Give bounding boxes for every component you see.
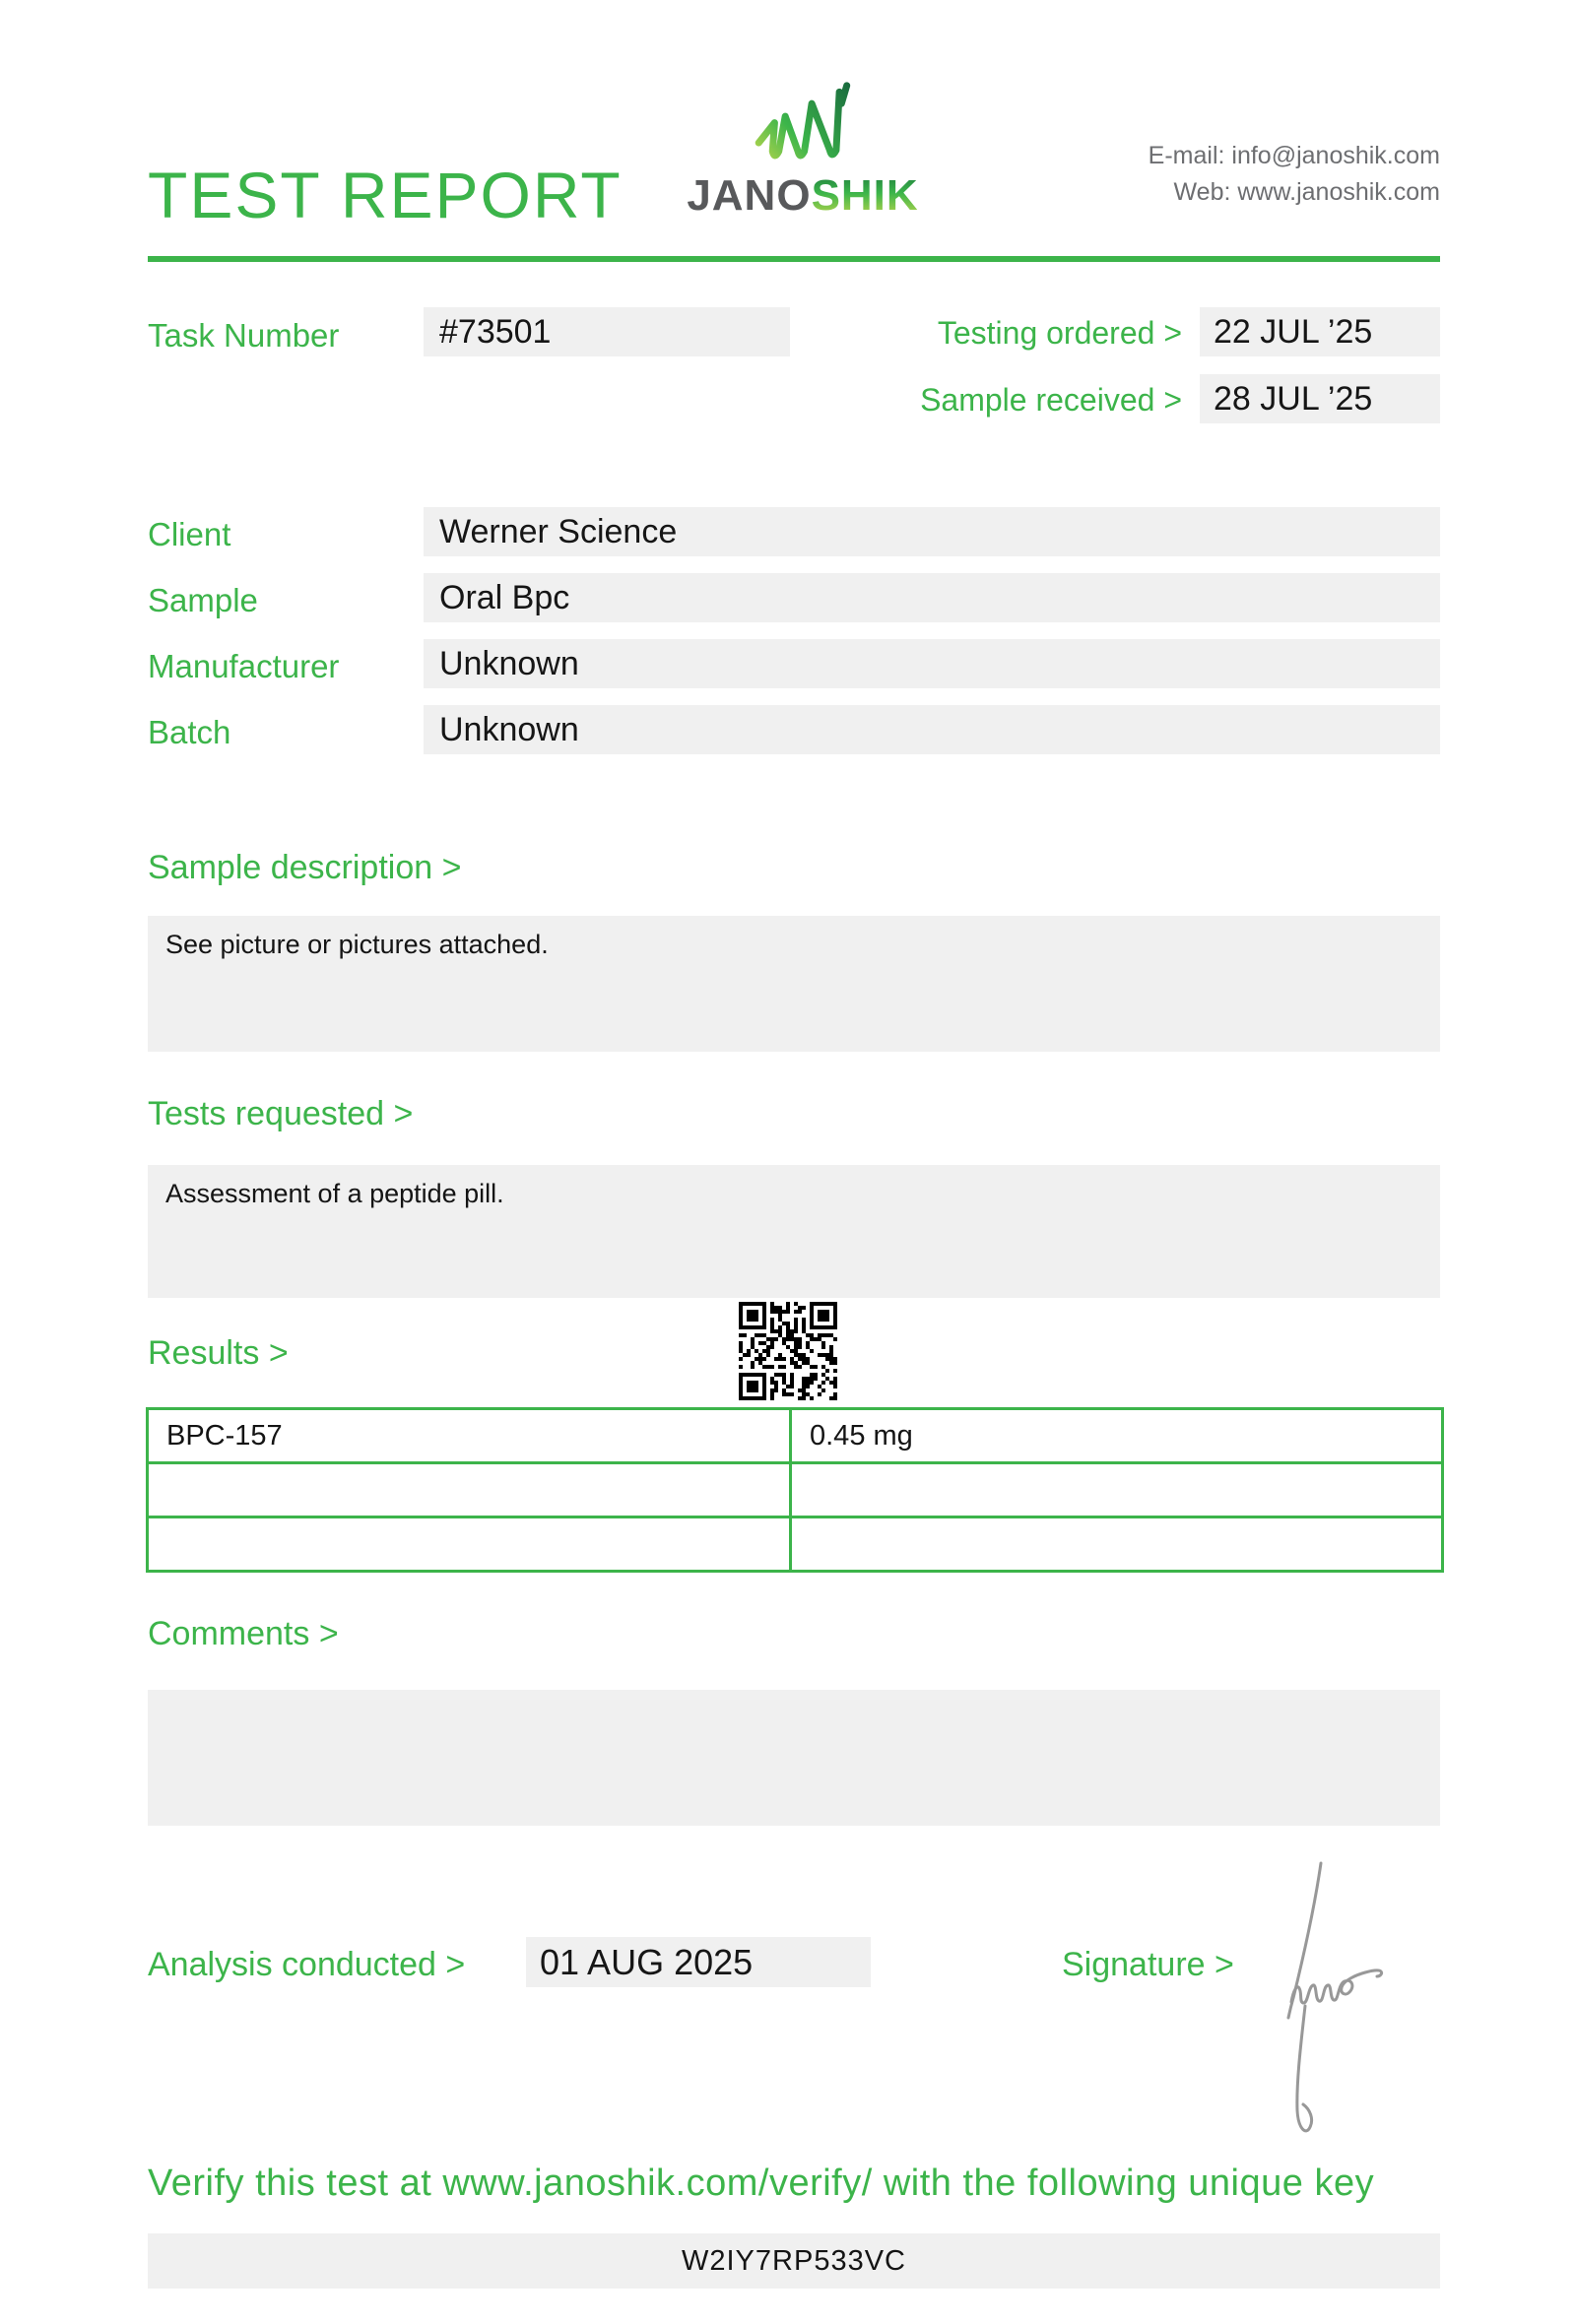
signature-image <box>1236 1837 1433 2142</box>
manufacturer-field <box>424 639 1440 688</box>
analysis-conducted-label: Analysis conducted > <box>148 1946 466 1983</box>
results-table <box>146 1407 1444 1573</box>
logo-shik: SHIK <box>811 171 919 220</box>
sample-field <box>424 573 1440 622</box>
result-name-cell: BPC-157 <box>148 1409 791 1463</box>
analysis-conducted-field <box>526 1937 871 1987</box>
verify-instruction: Verify this test at www.janoshik.com/verify/ with the following unique key <box>148 2163 1375 2204</box>
sample-label: Sample <box>148 582 258 618</box>
results-row <box>148 1517 1443 1572</box>
task-number-value: #73501 <box>439 312 552 351</box>
manufacturer-label: Manufacturer <box>148 648 340 684</box>
logo-jano: JANO <box>687 171 812 220</box>
header-divider <box>148 256 1440 262</box>
client-label: Client <box>148 516 231 552</box>
testing-ordered-value: 22 JUL ’25 <box>1214 312 1373 351</box>
batch-field <box>424 705 1440 754</box>
testing-ordered-label: Testing ordered > <box>937 315 1182 351</box>
results-heading: Results > <box>148 1334 289 1372</box>
logo-wordmark <box>680 171 926 221</box>
page-title: TEST REPORT <box>148 159 623 231</box>
manufacturer-value: Unknown <box>439 644 579 682</box>
qr-code <box>739 1302 837 1400</box>
trend-chart-icon <box>737 74 870 169</box>
web-text: Web: www.janoshik.com <box>1173 178 1440 206</box>
client-value: Werner Science <box>439 512 678 550</box>
results-row <box>148 1409 1443 1463</box>
result-value-cell <box>791 1517 1443 1572</box>
unique-key-box <box>148 2233 1440 2289</box>
sample-value: Oral Bpc <box>439 578 570 616</box>
sample-description-heading: Sample description > <box>148 849 462 886</box>
comments-box <box>148 1690 1440 1826</box>
sample-received-field <box>1200 374 1440 423</box>
result-value-cell: 0.45 mg <box>791 1409 1443 1463</box>
result-name-cell <box>148 1517 791 1572</box>
signature-label: Signature > <box>1062 1946 1234 1983</box>
batch-label: Batch <box>148 714 231 750</box>
result-name-cell <box>148 1463 791 1517</box>
results-row <box>148 1463 1443 1517</box>
email-text: E-mail: info@janoshik.com <box>1148 142 1440 169</box>
janoshik-logo <box>680 74 926 221</box>
testing-ordered-field <box>1200 307 1440 356</box>
result-value-cell <box>791 1463 1443 1517</box>
task-number-label: Task Number <box>148 317 340 354</box>
comments-heading: Comments > <box>148 1615 339 1652</box>
tests-requested-box: Assessment of a peptide pill. <box>148 1165 1440 1298</box>
analysis-conducted-value: 01 AUG 2025 <box>540 1941 754 1982</box>
sample-received-label: Sample received > <box>920 382 1182 418</box>
tests-requested-heading: Tests requested > <box>148 1095 414 1132</box>
task-number-field <box>424 307 790 356</box>
batch-value: Unknown <box>439 710 579 748</box>
sample-received-value: 28 JUL ’25 <box>1214 379 1373 418</box>
unique-key-value: W2IY7RP533VC <box>682 2244 906 2277</box>
sample-description-box: See picture or pictures attached. <box>148 916 1440 1052</box>
client-field <box>424 507 1440 556</box>
contact-block <box>1149 138 1440 211</box>
